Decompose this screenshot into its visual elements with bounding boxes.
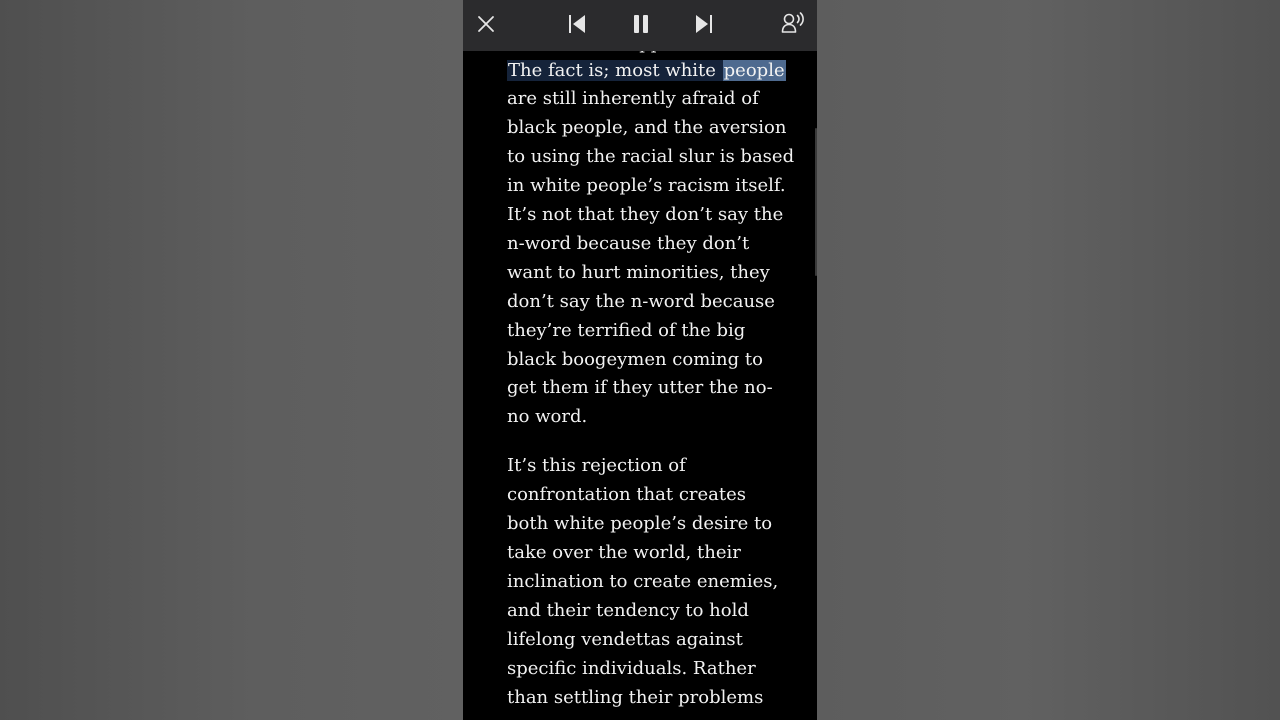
text-line: and their tendency to hold — [507, 599, 749, 621]
skip-previous-icon — [567, 14, 587, 34]
text-line: It’s this rejection of — [507, 455, 686, 477]
voice-settings-button[interactable] — [780, 10, 808, 38]
text-line: are still inherently afraid of — [507, 88, 759, 110]
previous-button[interactable] — [563, 10, 591, 38]
skip-next-icon — [694, 14, 714, 34]
close-button[interactable] — [472, 10, 500, 38]
text-line: get them if they utter the no- — [507, 377, 773, 399]
text-line: to using the racial slur is based — [507, 146, 795, 168]
text-line: want to hurt minorities, they — [507, 261, 770, 283]
text-line: they’re terrified of the big — [507, 319, 746, 341]
text-line: both white people’s desire to — [507, 513, 773, 535]
text-line: inclination to create enemies, — [507, 570, 779, 592]
pause-button[interactable] — [627, 10, 655, 38]
text-line: in white people’s racism itself. — [507, 175, 786, 197]
text-line: n-word because they don’t — [507, 232, 750, 254]
current-sentence-highlight: The fact is; most white — [508, 59, 722, 81]
text-line: take over the world, their — [507, 542, 741, 563]
reader-screen — [463, 0, 817, 720]
voice-settings-icon — [781, 12, 807, 36]
next-button[interactable] — [690, 10, 718, 38]
text-line: confrontation that creates — [507, 484, 747, 506]
text-line: specific individuals. Rather — [507, 657, 756, 679]
text-line: black people, and the aversion — [507, 117, 787, 139]
pause-icon — [632, 14, 650, 34]
text-line: no word. — [507, 406, 588, 428]
close-icon — [477, 15, 495, 33]
read-aloud-toolbar — [463, 0, 817, 51]
scrollbar[interactable] — [815, 128, 817, 276]
text-line: don’t say the n-word because — [507, 290, 775, 312]
text-line: It’s not that they don’t say the — [507, 204, 784, 225]
text-line: black boogeymen coming to — [507, 348, 763, 370]
current-word-highlight: people — [723, 59, 785, 81]
current-sentence-line — [507, 57, 786, 86]
text-line: lifelong vendettas against — [507, 628, 743, 650]
text-line: than settling their problems — [507, 686, 764, 708]
